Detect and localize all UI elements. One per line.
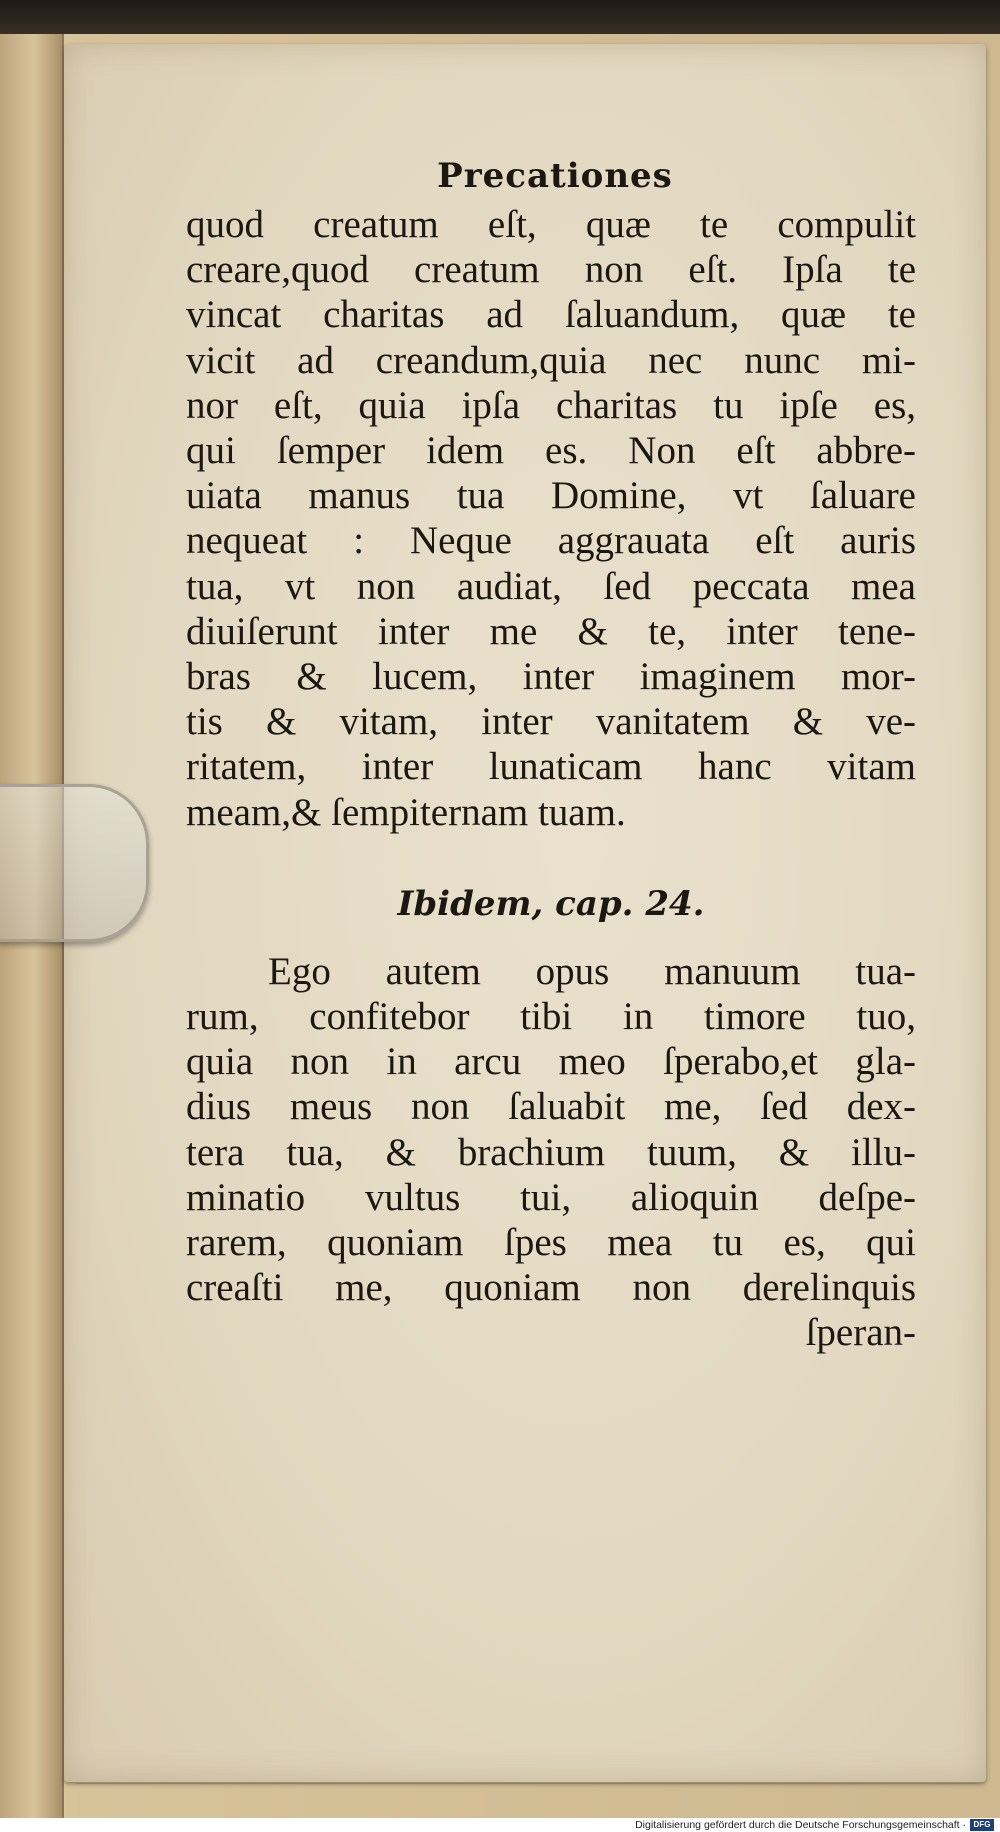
text-line: tera tua, & brachium tuum, & illu- [186, 1130, 916, 1174]
text-line: quod creatum eſt, quæ te compulit [186, 203, 916, 246]
text-line: vicit ad creandum,quia nec nunc mi- [186, 338, 916, 382]
page-text [186, 150, 916, 1356]
catchword: ſperan- [805, 1311, 916, 1355]
digitization-credit: Digitalisierung gefördert durch die Deutsche Forschungsgemeinschaft · [635, 1819, 966, 1831]
text-line: tua, vt non audiat, ſed peccata mea [186, 564, 916, 608]
text-line: qui ſemper idem es. Non eſt abbre- [186, 429, 916, 473]
text-line: meam,& ſempiternam tuam. [186, 790, 626, 834]
section-heading: Ibidem, cap. 24. [397, 883, 705, 924]
text-line: rum, confitebor tibi in timore tuo, [186, 995, 916, 1039]
text-line: bras & lucem, inter imaginem mor- [186, 655, 916, 699]
text-line: nor eſt, quia ipſa charitas tu ipſe es, [186, 383, 916, 427]
paragraph-1 [186, 202, 916, 835]
running-header: Precationes [437, 156, 673, 196]
page-holder-clip [0, 784, 149, 942]
text-line: diuiſerunt inter me & te, inter tene- [186, 609, 916, 653]
text-line: vincat charitas ad ſaluandum, quæ te [186, 293, 916, 337]
text-line: minatio vultus tui, alioquin deſpe- [186, 1175, 916, 1219]
text-line: rarem, quoniam ſpes mea tu es, qui [186, 1221, 916, 1265]
text-line: quia non in arcu meo ſperabo,et gla- [186, 1040, 916, 1084]
scan-top-shadow [0, 0, 1000, 38]
text-line: nequeat : Neque aggrauata eſt auris [186, 519, 916, 563]
text-line: creare,quod creatum non eſt. Ipſa te [186, 248, 916, 292]
dfg-logo-icon: DFG [970, 1819, 994, 1831]
text-line: dius meus non ſaluabit me, ſed dex- [186, 1085, 916, 1129]
text-line: Ego autem opus manuum tua- [268, 949, 916, 993]
text-line: ritatem, inter lunaticam hanc vitam [186, 745, 916, 789]
text-line: tis & vitam, inter vanitatem & ve- [186, 700, 916, 744]
text-line: creaſti me, quoniam non derelinquis [186, 1266, 916, 1310]
text-line: uiata manus tua Domine, vt ſaluare [186, 474, 916, 518]
paragraph-2 [186, 949, 916, 1356]
